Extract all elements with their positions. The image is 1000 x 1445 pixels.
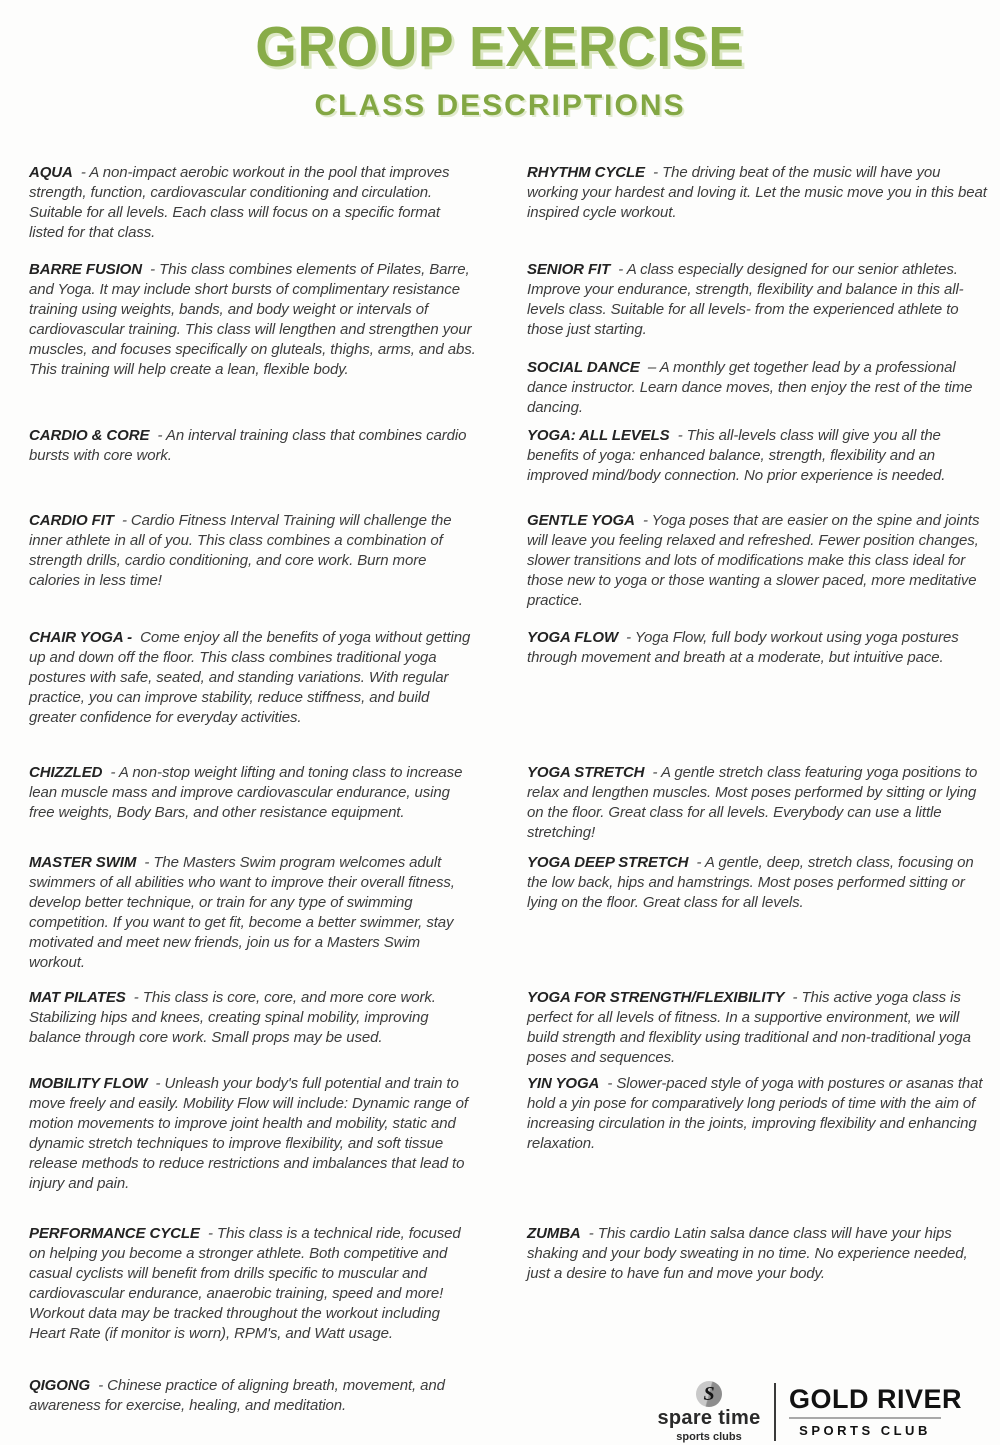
spare-time-logo-text: spare time (657, 1407, 761, 1429)
gold-river-logo (789, 1384, 963, 1438)
class-name: YOGA DEEP STRETCH (527, 854, 689, 871)
class-description: - Slower-paced style of yoga with postures or asanas that hold a yin pose for comparatively long periods of time with the aim of increasing circulation in the joints, improving flexibility and enhancing relaxation. (527, 1075, 983, 1152)
class-entry (29, 853, 477, 973)
class-name: YOGA STRETCH (527, 764, 645, 781)
class-description: - This class combines elements of Pilates, Barre, and Yoga. It may include short bursts of complimentary resistance training using weights, bands, and body weight or intervals of cardiovascular training. This class will lengthen and strengthen your muscles, and focuses specifically on gluteals, thighs, arms, and abs. This training will help create a lean, flexible body. (29, 261, 476, 378)
class-description: - This all-levels class will give you all the benefits of yoga: enhanced balance, strength, flexibility and an improved mind/body connection. No prior experience is needed. (527, 427, 946, 484)
class-entry (527, 163, 988, 223)
class-description: - Chinese practice of aligning breath, movement, and awareness for exercise, healing, and meditation. (29, 1377, 445, 1414)
class-entry (29, 511, 477, 591)
class-name: CARDIO FIT (29, 512, 114, 529)
gold-river-logo-text: GOLD RIVER (789, 1384, 963, 1414)
class-entry (29, 260, 477, 380)
class-entry (29, 628, 477, 728)
class-name: SOCIAL DANCE (527, 359, 640, 376)
class-entry (527, 853, 988, 913)
class-description: - A non-stop weight lifting and toning class to increase lean muscle mass and improve cardiovascular endurance, using free weights, Body Bars, and other resistance equipment. (29, 764, 463, 821)
class-description: - Unleash your body's full potential and train to move freely and easily. Mobility Flow will include: Dynamic range of motion movements to improve joint health and mobility, static and dynamic stretch techniques to improve flexibility, and soft tissue release methods to reduce restrictions and imbalances that lead to injury and pain. (29, 1075, 468, 1192)
class-name: MAT PILATES (29, 989, 126, 1006)
class-description: Come enjoy all the benefits of yoga without getting up and down off the floor. This class combines traditional yoga postures with safe, seated, and standing variations. With regular practice, you can improve stability, reduce stiffness, and build greater confidence for everyday activities. (29, 629, 471, 726)
class-name: CARDIO & CORE (29, 427, 150, 444)
class-name: AQUA (29, 164, 73, 181)
page-subtitle: CLASS DESCRIPTIONS (314, 89, 686, 122)
page-title: GROUP EXERCISE (255, 15, 745, 79)
class-name: GENTLE YOGA (527, 512, 635, 529)
class-name: MOBILITY FLOW (29, 1075, 148, 1092)
class-name: YOGA: ALL LEVELS (527, 427, 670, 444)
class-name: RHYTHM CYCLE (527, 164, 645, 181)
class-name: SENIOR FIT (527, 261, 611, 278)
class-description: - An interval training class that combines cardio bursts with core work. (29, 427, 467, 464)
spare-time-logo-subtext: sports clubs (676, 1431, 742, 1443)
class-entry (527, 260, 988, 340)
class-entry (527, 358, 988, 418)
class-entry (527, 628, 988, 668)
class-entry (29, 1376, 477, 1416)
class-name: ZUMBA (527, 1225, 581, 1242)
class-description: - Yoga poses that are easier on the spine and joints will leave you feeling relaxed and refreshed. Fewer position changes, slower transitions and lots of modifications make this class ideal for those new to yoga or those wanting a slower paced, more meditative practice. (527, 512, 980, 609)
class-description: - Yoga Flow, full body workout using yoga postures through movement and breath at a moderate, but intuitive pace. (527, 629, 959, 666)
class-description: - A class especially designed for our senior athletes. Improve your endurance, strength, flexibility and balance in this all-levels class. Suitable for all levels- from the experienced athlete to those just starting. (527, 261, 964, 338)
class-name: YOGA FLOW (527, 629, 619, 646)
gold-river-underline (789, 1417, 941, 1419)
class-description: – A monthly get together lead by a professional dance instructor. Learn dance moves, then enjoy the rest of the time dancing. (527, 359, 973, 416)
class-entry (527, 511, 988, 611)
class-name: PERFORMANCE CYCLE (29, 1225, 200, 1242)
class-description: - A gentle stretch class featuring yoga positions to relax and lengthen muscles. Most poses performed by sitting or lying on the floor. Great class for all levels. Everybody can use a little stretching! (527, 764, 978, 841)
class-description: - The Masters Swim program welcomes adult swimmers of all abilities who want to improve their overall fitness, develop better technique, or train for any type of swimming competition. If you want to get fit, become a better swimmer, stay motivated and meet new friends, join us for a Masters Swim workout. (29, 854, 455, 971)
class-name: YIN YOGA (527, 1075, 600, 1092)
class-name: CHAIR YOGA - (29, 629, 132, 646)
class-description: - Cardio Fitness Interval Training will challenge the inner athlete in all of you. This class combines a combination of strength drills, cardio conditioning, and core work. Burn more calories in less time! (29, 512, 452, 589)
class-entry (29, 988, 477, 1048)
class-entry (29, 763, 477, 823)
class-name: CHIZZLED (29, 764, 103, 781)
class-name: MASTER SWIM (29, 854, 137, 871)
class-description: - A gentle, deep, stretch class, focusing on the low back, hips and hamstrings. Most poses performed sitting or lying on the floor. Great class for all levels. (527, 854, 974, 911)
class-description: - This active yoga class is perfect for all levels of fitness. In a supportive environment, we will build strength and flexiblity using traditional and non-traditional yoga poses and sequences. (527, 989, 971, 1066)
class-entry (527, 1224, 988, 1284)
class-entry (29, 1224, 477, 1344)
gold-river-logo-subtext: SPORTS CLUB (799, 1423, 931, 1438)
logo-divider (774, 1383, 776, 1441)
class-entry (29, 163, 477, 243)
footer-logos (657, 1381, 963, 1443)
class-name: QIGONG (29, 1377, 91, 1394)
class-entry (29, 1074, 477, 1194)
class-entry (527, 1074, 988, 1154)
class-entry (527, 763, 988, 843)
class-description: - The driving beat of the music will have you working your hardest and loving it. Let the music move you in this beat inspired cycle workout. (527, 164, 987, 221)
class-entry (527, 988, 988, 1068)
class-entry (29, 426, 477, 466)
class-name: BARRE FUSION (29, 261, 142, 278)
class-description: - This cardio Latin salsa dance class will have your hips shaking and your body sweating in no time. No experience needed, just a desire to have fun and move your body. (527, 1225, 968, 1282)
class-description: - This class is a technical ride, focused on helping you become a stronger athlete. Both competitive and casual cyclists will benefit from drills specific to muscular and cardiovascular endurance, anaerobic training, speed and more! Workout data may be tracked throughout the workout including Heart Rate (if monitor is worn), RPM's, and Watt usage. (29, 1225, 461, 1342)
spare-time-logo (657, 1381, 761, 1443)
class-name: YOGA FOR STRENGTH/FLEXIBILITY (527, 989, 785, 1006)
class-entry (527, 426, 988, 486)
spare-time-s-icon: S (696, 1381, 722, 1407)
class-description: - A non-impact aerobic workout in the pool that improves strength, function, cardiovascular conditioning and circulation. Suitable for all levels. Each class will focus on a specific format listed for that class. (29, 164, 450, 241)
class-description: - This class is core, core, and more core work. Stabilizing hips and knees, creating spinal mobility, improving balance through core work. Small props may be used. (29, 989, 436, 1046)
